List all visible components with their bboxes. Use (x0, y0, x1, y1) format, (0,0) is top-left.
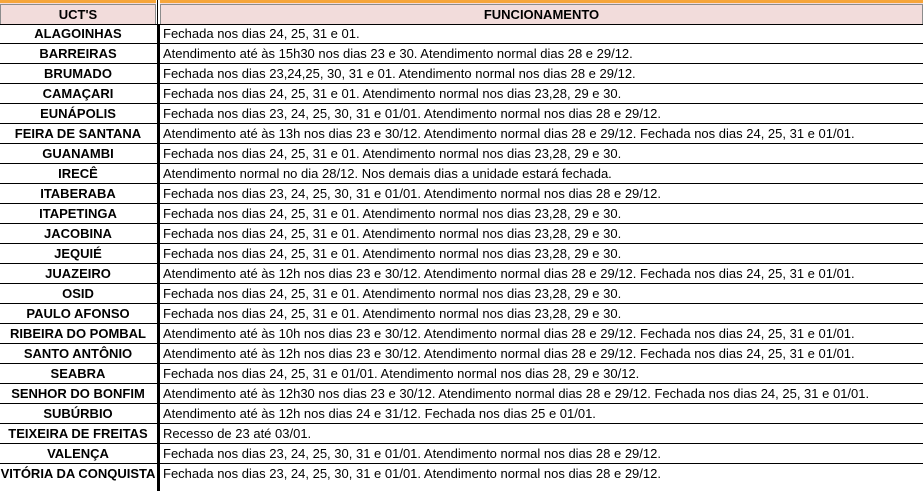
funcionamento-cell[interactable]: Fechada nos dias 23, 24, 25, 30, 31 e 01/01. Atendimento normal nos dias 28 e 29/12. (163, 106, 661, 121)
header-cell-uct[interactable] (0, 4, 156, 24)
uct-cell[interactable]: ITABERABA (40, 186, 116, 201)
table-row (0, 224, 923, 244)
funcionamento-cell[interactable]: Fechada nos dias 23,24,25, 30, 31 e 01. Atendimento normal nos dias 28 e 29/12. (163, 66, 636, 81)
table-row (0, 444, 923, 464)
uct-cell[interactable]: JEQUIÉ (54, 246, 102, 261)
table-row (0, 84, 923, 104)
funcionamento-cell[interactable]: Fechada nos dias 24, 25, 31 e 01. Atendimento normal nos dias 23,28, 29 e 30. (163, 226, 622, 241)
table-row (0, 364, 923, 384)
header-row (0, 0, 923, 25)
funcionamento-cell[interactable]: Atendimento até às 10h nos dias 23 e 30/12. Atendimento normal dias 28 e 29/12. Fechada nos dias 24, 25, 31 e 01/01. (163, 326, 855, 341)
uct-cell[interactable]: EUNÁPOLIS (40, 106, 116, 121)
table-row (0, 284, 923, 304)
table-row (0, 264, 923, 284)
uct-cell[interactable]: BARREIRAS (39, 46, 117, 61)
uct-cell[interactable]: PAULO AFONSO (26, 306, 130, 321)
table-row (0, 244, 923, 264)
uct-cell[interactable]: VALENÇA (47, 446, 109, 461)
funcionamento-cell[interactable]: Fechada nos dias 24, 25, 31 e 01. Atendimento normal nos dias 23,28, 29 e 30. (163, 306, 622, 321)
uct-cell[interactable]: RIBEIRA DO POMBAL (9, 326, 147, 341)
table-body (0, 24, 923, 484)
table-row (0, 344, 923, 364)
table-row (0, 164, 923, 184)
header-funcionamento-label: FUNCIONAMENTO (483, 7, 600, 22)
uct-cell[interactable]: BRUMADO (44, 66, 112, 81)
funcionamento-cell[interactable]: Atendimento até às 12h30 nos dias 23 e 30/12. Atendimento normal dias 28 e 29/12. Fechada nos dias 24, 25, 31 e 01/01. (163, 386, 870, 401)
header-uct-label: UCT'S (58, 7, 98, 22)
uct-cell[interactable]: OSID (62, 286, 94, 301)
funcionamento-cell[interactable]: Fechada nos dias 24, 25, 31 e 01/01. Atendimento normal nos dias 28, 29 e 30/12. (163, 366, 640, 381)
header-cell-funcionamento[interactable] (160, 4, 923, 24)
table-row (0, 124, 923, 144)
funcionamento-cell[interactable]: Atendimento até às 12h nos dias 23 e 30/12. Atendimento normal dias 28 e 29/12. Fechada nos dias 24, 25, 31 e 01/01. (163, 266, 855, 281)
funcionamento-cell[interactable]: Fechada nos dias 24, 25, 31 e 01. Atendimento normal nos dias 23,28, 29 e 30. (163, 86, 622, 101)
table-row (0, 44, 923, 64)
funcionamento-cell[interactable]: Fechada nos dias 23, 24, 25, 30, 31 e 01/01. Atendimento normal nos dias 28 e 29/12. (163, 186, 661, 201)
table-row (0, 404, 923, 424)
uct-cell[interactable]: SEABRA (50, 366, 106, 381)
uct-cell[interactable]: SANTO ANTÔNIO (23, 346, 133, 361)
table-row (0, 64, 923, 84)
table-row (0, 184, 923, 204)
uct-cell[interactable]: SUBÚRBIO (43, 406, 113, 421)
table-row (0, 204, 923, 224)
table-row (0, 424, 923, 444)
funcionamento-cell[interactable]: Fechada nos dias 23, 24, 25, 30, 31 e 01/01. Atendimento normal nos dias 28 e 29/12. (163, 466, 661, 481)
funcionamento-cell[interactable]: Atendimento normal no dia 28/12. Nos demais dias a unidade estará fechada. (163, 166, 612, 181)
table-row (0, 324, 923, 344)
funcionamento-cell[interactable]: Fechada nos dias 24, 25, 31 e 01. Atendimento normal nos dias 23,28, 29 e 30. (163, 286, 622, 301)
uct-cell[interactable]: IRECÊ (58, 166, 98, 181)
header-top-border (0, 0, 923, 3)
table-row (0, 304, 923, 324)
uct-cell[interactable]: SENHOR DO BONFIM (11, 386, 145, 401)
table-row (0, 464, 923, 484)
uct-cell[interactable]: CAMAÇARI (42, 86, 114, 101)
funcionamento-cell[interactable]: Recesso de 23 até 03/01. (163, 426, 312, 441)
uct-cell[interactable]: FEIRA DE SANTANA (14, 126, 142, 141)
table-row (0, 104, 923, 124)
funcionamento-cell[interactable]: Fechada nos dias 24, 25, 31 e 01. Atendimento normal nos dias 23,28, 29 e 30. (163, 246, 622, 261)
uct-cell[interactable]: TEIXEIRA DE FREITAS (8, 426, 148, 441)
uct-cell[interactable]: VITÓRIA DA CONQUISTA (0, 466, 156, 481)
funcionamento-cell[interactable]: Atendimento até às 12h nos dias 24 e 31/12. Fechada nos dias 25 e 01/01. (163, 406, 596, 421)
table-row (0, 24, 923, 44)
funcionamento-cell[interactable]: Fechada nos dias 23, 24, 25, 30, 31 e 01/01. Atendimento normal nos dias 28 e 29/12. (163, 446, 661, 461)
uct-cell[interactable]: JUAZEIRO (45, 266, 111, 281)
funcionamento-cell[interactable]: Atendimento até às 12h nos dias 23 e 30/12. Atendimento normal dias 28 e 29/12. Fechada nos dias 24, 25, 31 e 01/01. (163, 346, 855, 361)
funcionamento-cell[interactable]: Fechada nos dias 24, 25, 31 e 01. (163, 26, 360, 41)
uct-cell[interactable]: JACOBINA (44, 226, 112, 241)
uct-cell[interactable]: ALAGOINHAS (34, 26, 122, 41)
uct-cell[interactable]: GUANAMBI (42, 146, 114, 161)
table-row (0, 384, 923, 404)
uct-cell[interactable]: ITAPETINGA (39, 206, 117, 221)
funcionamento-cell[interactable]: Atendimento até às 15h30 nos dias 23 e 30. Atendimento normal dias 28 e 29/12. (163, 46, 633, 61)
funcionamento-cell[interactable]: Atendimento até às 13h nos dias 23 e 30/12. Atendimento normal dias 28 e 29/12. Fechada nos dias 24, 25, 31 e 01/01. (163, 126, 855, 141)
funcionamento-cell[interactable]: Fechada nos dias 24, 25, 31 e 01. Atendimento normal nos dias 23,28, 29 e 30. (163, 206, 622, 221)
funcionamento-cell[interactable]: Fechada nos dias 24, 25, 31 e 01. Atendimento normal nos dias 23,28, 29 e 30. (163, 146, 622, 161)
table-row (0, 144, 923, 164)
